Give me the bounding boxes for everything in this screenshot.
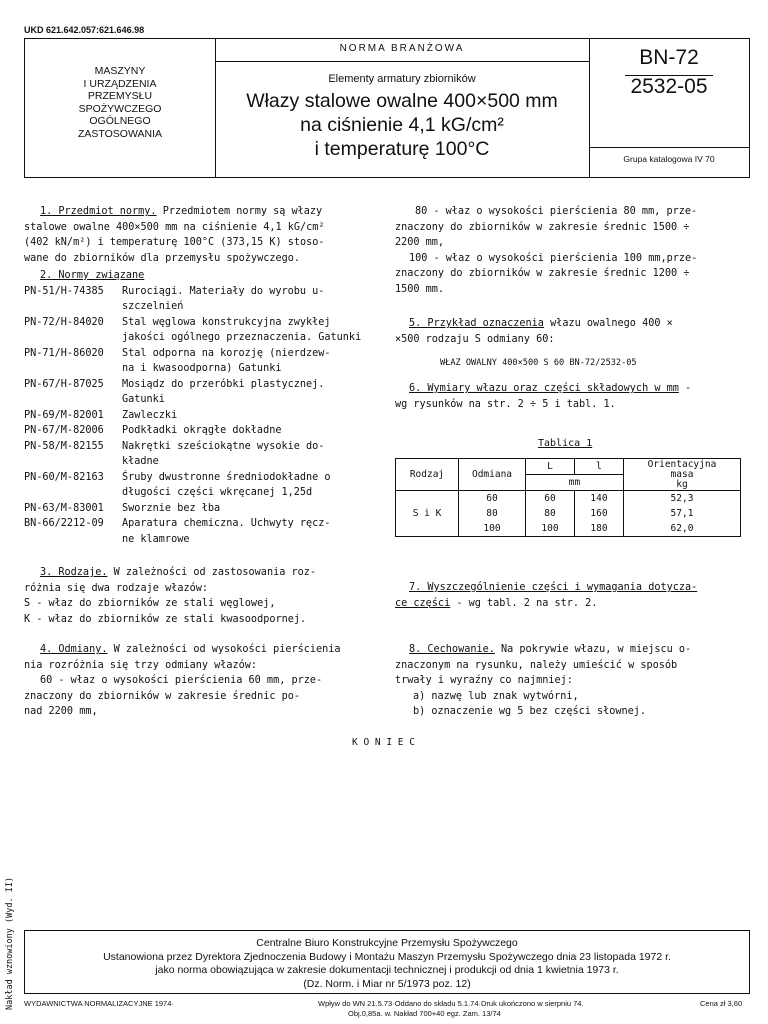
table-cell: 62,0 (624, 521, 741, 537)
norm-list-item (24, 408, 177, 424)
section-4-heading: 4. Odmiany. (40, 644, 108, 655)
norm-title: kładne (122, 456, 159, 467)
norm-list-item (24, 532, 189, 548)
norm-code: PN-58/M-82155 (24, 440, 104, 452)
table-cell: 100 (526, 521, 575, 537)
section-8-heading: 8. Cechowanie. (409, 644, 495, 655)
norm-title: Aparatura chemiczna. Uchwyty ręcz- (122, 518, 331, 529)
sector-cell (25, 39, 216, 177)
norm-list-item (24, 299, 183, 315)
section-7-heading: 7. Wyszczególnienie części i wymagania dotycza- (409, 582, 698, 593)
norm-code: PN-67/M-82006 (24, 425, 104, 436)
norm-title: Sworznie bez łba (122, 502, 221, 514)
norm-title: szczelnień (122, 301, 184, 312)
norm-list-item (24, 346, 331, 362)
section-2-heading: 2. Normy związane (40, 270, 145, 281)
norm-list-item (24, 423, 281, 439)
norm-list-item (24, 361, 281, 377)
catalog-group: Grupa katalogowa IV 70 (589, 147, 749, 164)
norm-title: długości części wkręcanej 1,25d (122, 487, 313, 498)
udk-code: UKD 621.642.057:621.646.98 (24, 25, 145, 35)
norm-title: Nakrętki sześciokątne wysokie do- (122, 440, 325, 452)
table-cell: 80 (526, 506, 575, 521)
norm-code: PN-72/H-84020 (24, 316, 104, 328)
norm-number-cell (589, 39, 749, 177)
norm-list-item (24, 485, 312, 501)
header-box (24, 38, 750, 178)
norm-title: Rurociągi. Materiały do wyrobu u- (122, 285, 325, 297)
norm-title: jakości ogólnego przeznaczenia. Gatunki (122, 332, 362, 343)
norm-list-item (24, 470, 331, 486)
header-mm-unit: mm (526, 475, 624, 491)
norm-title: Stal węglowa konstrukcyjna zwykłej (122, 316, 331, 328)
norm-title: Gatunki (122, 394, 165, 405)
table-cell: 140 (575, 491, 624, 507)
title-cell (215, 39, 590, 177)
header-mass: Orientacyjna masa kg (624, 459, 741, 491)
table-cell: 60 (526, 491, 575, 507)
sector-name: MASZYNY I URZĄDZENIA PRZEMYSŁU SPOŻYWCZEGO OGÓLNEGO ZASTOSOWANIA (77, 65, 162, 140)
norm-list-item (24, 501, 220, 517)
header-rodzaj: Rodzaj (396, 459, 459, 491)
norm-code: PN-67/H-87025 (24, 378, 104, 390)
norm-list-item (24, 284, 324, 300)
table-cell: 80 (459, 506, 526, 521)
header-l: l (575, 459, 624, 475)
norm-code: BN-66/2212-09 (24, 518, 104, 529)
table-1 (395, 458, 741, 537)
side-note: Nakład wznowiony (Wyd. II) (5, 876, 15, 1010)
header-odmiana: Odmiana (459, 459, 526, 491)
norm-code: PN-63/M-83001 (24, 502, 104, 514)
table-cell: 52,3 (624, 491, 741, 507)
norm-subtitle: Elementy armatury zbiorników (328, 73, 476, 85)
table-cell: 100 (459, 521, 526, 537)
table-caption: Tablica 1 (538, 438, 593, 449)
norm-title: Podkładki okrągłe dokładne (122, 425, 282, 436)
table-cell: 60 (459, 491, 526, 507)
print-info: Wpływ do WN 21.5.73·Oddano do składu 5.1.74·Druk ukończono w sierpniu 74. Obj.0,85a. w. Nakład 700+40 egz. Zam. 13/74 (318, 999, 584, 1018)
norm-list-item (24, 454, 159, 470)
norm-code: PN-60/M-82163 (24, 471, 104, 483)
norm-list-item (24, 330, 361, 346)
norm-list-item (24, 315, 331, 331)
price: Cena zł 3,60 (700, 999, 743, 1008)
section-3-heading: 3. Rodzaje. (40, 567, 108, 578)
header-L: L (526, 459, 575, 475)
section-5-heading: 5. Przykład oznaczenia (409, 318, 544, 329)
table-cell: 180 (575, 521, 624, 537)
norm-list-item (24, 392, 165, 408)
norm-list-item (24, 377, 324, 393)
norm-list-item (24, 516, 331, 532)
table-cell: 57,1 (624, 506, 741, 521)
norm-title: Śruby dwustronne średniodokładne o (122, 471, 331, 483)
norm-title: Mosiądz do przeróbki plastycznej. (122, 378, 325, 390)
table-cell: 160 (575, 506, 624, 521)
norm-number-bottom: 2532-05 (630, 75, 708, 98)
norm-title: Zawleczki (122, 409, 178, 421)
norm-title: Włazy stalowe owalne 400×500 mm na ciśnienie 4,1 kG/cm² i temperaturę 100°C (246, 90, 558, 160)
norm-title: ne klamrowe (122, 533, 190, 545)
norm-code: PN-71/H-86020 (24, 347, 104, 359)
table-cell-rodzaj: S i K (396, 491, 459, 537)
norm-number-top: BN-72 (639, 46, 699, 69)
section-6-heading: 6. Wymiary włazu oraz części składowych w mm (409, 383, 679, 394)
norm-code: PN-51/H-74385 (24, 285, 104, 297)
end-marker: K O N I E C (352, 737, 415, 748)
norm-title: Stal odporna na korozję (nierdzew- (122, 347, 331, 359)
norm-list-item (24, 439, 324, 455)
designation-example: WŁAZ OWALNY 400×500 S 60 BN-72/2532-05 (440, 358, 637, 368)
table-row (396, 491, 741, 507)
section-1-heading: 1. Przedmiot normy. (40, 206, 157, 217)
norm-title: na i kwasoodporna) Gatunki (122, 363, 282, 374)
norm-type: NORMA BRANŻOWA (215, 39, 589, 62)
approval-footer: Centralne Biuro Konstrukcyjne Przemysłu Spożywczego Ustanowiona przez Dyrektora Zjednoczenia Budowy i Montażu Maszyn Przemysłu Spożywczego dnia 23 listopada 1972 r. jako norma obowiązująca w zakresie dokumentacji technicznej i produkcji od dnia 1 kwietnia 1973 r. (Dz. Norm. i Miar nr 5/1973 poz. 12) (24, 930, 750, 994)
norm-code: PN-69/M-82001 (24, 409, 104, 421)
publisher: WYDAWNICTWA NORMALIZACYJNE 1974· (24, 999, 174, 1008)
